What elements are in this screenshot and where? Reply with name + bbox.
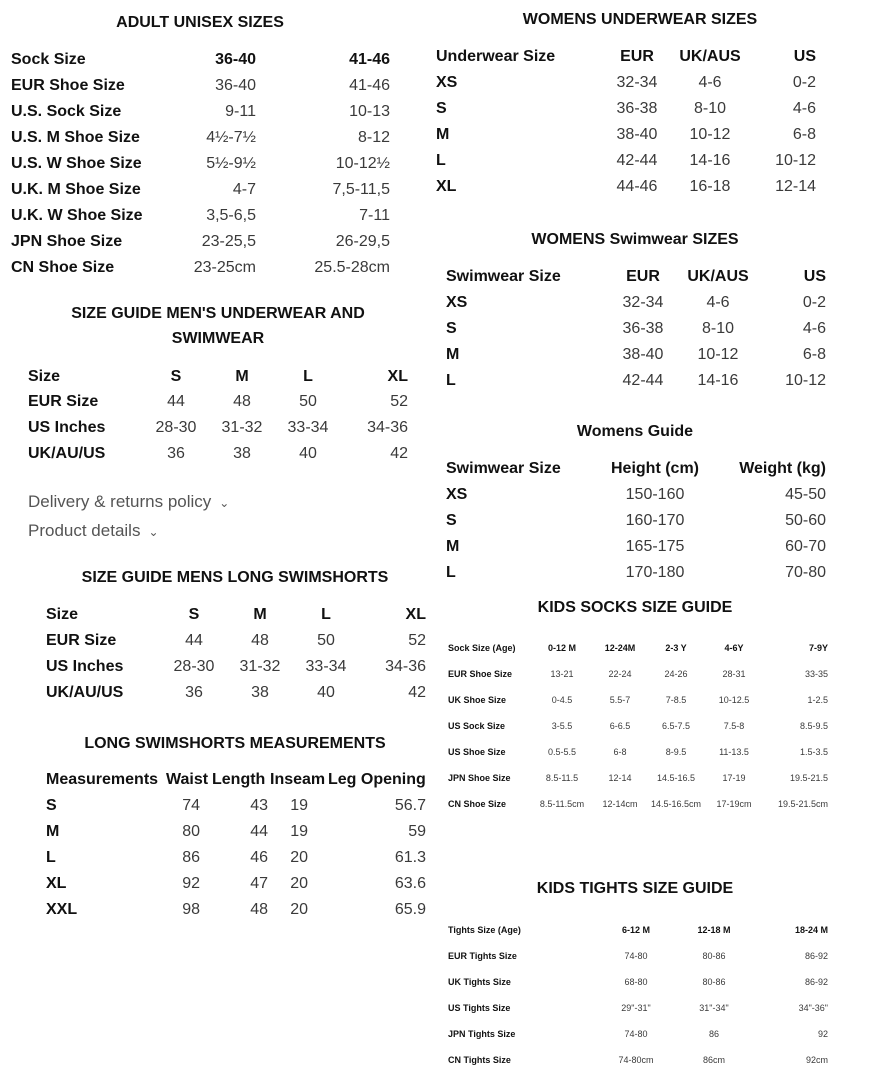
table-cell: 6-8 — [802, 346, 826, 363]
table-row — [430, 721, 896, 747]
row-label: S — [46, 797, 57, 814]
table-cell: 23-25cm — [193, 259, 256, 276]
row-label: UK/AU/US — [46, 684, 124, 701]
table-cell: 8.5-11.5cm — [539, 799, 585, 809]
table-row — [0, 901, 440, 927]
table-cell: 28-31 — [722, 669, 746, 679]
table-cell: 10-12 — [775, 152, 816, 169]
table-cell: 44 — [167, 393, 185, 410]
header-cell: 36-40 — [215, 51, 256, 68]
table-cell: 14-16 — [689, 152, 731, 169]
product-details-link[interactable] — [28, 521, 159, 541]
table-cell: 38 — [233, 445, 251, 462]
table-cell: 12-24M — [604, 643, 636, 653]
table-cell: 12-14 — [608, 773, 632, 783]
table-cell: 4-6Y — [724, 643, 744, 653]
table-cell: 150-160 — [625, 486, 685, 503]
table-cell: 25.5-28cm — [314, 259, 390, 276]
table-cell: 31-32 — [221, 419, 263, 436]
chevron-down-icon: ⌄ — [219, 496, 230, 510]
table-cell: 50 — [299, 393, 317, 410]
table-row — [0, 129, 410, 155]
table-cell: 44 — [185, 632, 203, 649]
table-cell: 10-12.5 — [718, 695, 750, 705]
table-row — [430, 486, 896, 512]
row-label: UK/AU/US — [28, 445, 106, 462]
header-cell: US — [793, 48, 816, 65]
table-cell: 4-6 — [706, 294, 730, 311]
table-row — [0, 823, 440, 849]
table-cell: 36-38 — [616, 100, 658, 117]
table-cell: 0-2 — [802, 294, 826, 311]
table-cell: 7-8.5 — [665, 695, 687, 705]
table-cell: 38 — [251, 684, 269, 701]
table-cell: 8-12 — [357, 129, 390, 146]
table-header — [430, 460, 896, 486]
table-cell: 6-6.5 — [609, 721, 631, 731]
mens-long-swimshorts-section — [0, 560, 440, 720]
table-cell: 31"-34" — [699, 1003, 729, 1013]
table-cell: 60-70 — [785, 538, 826, 555]
row-label: L — [436, 152, 446, 169]
table-cell: 86 — [708, 1029, 719, 1039]
table-cell: 7.5-8 — [723, 721, 745, 731]
table-cell: 8-9.5 — [665, 747, 687, 757]
row-label: U.S. Sock Size — [11, 103, 122, 120]
table-cell: 28-30 — [155, 419, 197, 436]
table-row — [0, 233, 410, 259]
row-label: U.S. M Shoe Size — [11, 129, 140, 146]
table-cell: 10-12 — [785, 372, 826, 389]
table-row — [0, 658, 440, 684]
table-row — [0, 419, 440, 445]
table-header — [0, 368, 440, 394]
row-label: EUR Shoe Size — [448, 669, 513, 679]
table-row — [430, 178, 896, 204]
table-cell: 12-14cm — [602, 799, 638, 809]
row-label: US Tights Size — [448, 1003, 511, 1013]
table-cell: 65.9 — [394, 901, 426, 918]
row-label: S — [436, 100, 447, 117]
header-cell: XL — [405, 606, 426, 623]
table-cell: 42 — [390, 445, 408, 462]
table-cell: 17-19 — [722, 773, 746, 783]
row-label: US Inches — [28, 419, 106, 436]
header-cell: S — [188, 606, 200, 623]
table-row — [0, 849, 440, 875]
table-cell: 19.5-21.5 — [789, 773, 828, 783]
table-cell: 170-180 — [625, 564, 685, 581]
mens-underwear-title-2: SWIMWEAR — [171, 330, 265, 347]
table-row — [0, 181, 410, 207]
row-label: EUR Size — [28, 393, 99, 410]
table-cell: 29"-31" — [621, 1003, 651, 1013]
table-cell: 7,5-11,5 — [332, 181, 390, 198]
table-cell: 32-34 — [616, 74, 658, 91]
table-row — [430, 773, 896, 799]
table-row — [430, 951, 896, 977]
table-header — [430, 643, 896, 669]
table-cell: 20 — [290, 875, 308, 892]
table-cell: 10-12 — [697, 346, 739, 363]
row-label: S — [446, 320, 457, 337]
table-cell: 50 — [317, 632, 335, 649]
table-cell: 2-3 Y — [665, 643, 687, 653]
table-cell: 10-12½ — [335, 155, 390, 172]
table-row — [0, 103, 410, 129]
table-cell: 4-6 — [802, 320, 826, 337]
table-row — [430, 152, 896, 178]
row-label: EUR Size — [46, 632, 117, 649]
table-cell: 19.5-21.5cm — [777, 799, 828, 809]
table-row — [0, 797, 440, 823]
header-cell: Height (cm) — [611, 460, 699, 477]
table-row — [430, 512, 896, 538]
row-label: L — [446, 564, 456, 581]
table-cell: 36-40 — [215, 77, 256, 94]
row-label: U.S. W Shoe Size — [11, 155, 142, 172]
table-cell: 74-80 — [624, 1029, 648, 1039]
table-row — [430, 1003, 896, 1029]
table-cell: 8-10 — [693, 100, 727, 117]
table-cell: 34-36 — [385, 658, 426, 675]
table-cell: 56.7 — [394, 797, 426, 814]
header-cell: Sock Size — [11, 51, 86, 68]
kids-socks-title: KIDS SOCKS SIZE GUIDE — [537, 599, 733, 616]
table-cell: 50-60 — [785, 512, 826, 529]
table-cell: 86-92 — [804, 977, 828, 987]
table-cell: 10-13 — [349, 103, 390, 120]
table-cell: 36 — [167, 445, 185, 462]
header-cell: Waist — [166, 771, 209, 788]
row-label: U.K. W Shoe Size — [11, 207, 143, 224]
table-cell: 48 — [250, 901, 268, 918]
table-cell: 19 — [290, 797, 308, 814]
table-cell: 18-24 M — [794, 925, 828, 935]
table-cell: 7-9Y — [808, 643, 828, 653]
table-cell: 33-34 — [305, 658, 347, 675]
table-row — [430, 564, 896, 590]
row-label: XS — [446, 486, 468, 503]
table-row — [430, 538, 896, 564]
row-label: UK Shoe Size — [448, 695, 507, 705]
row-label: JPN Shoe Size — [448, 773, 511, 783]
table-cell: 41-46 — [349, 77, 390, 94]
header-cell: M — [235, 368, 249, 385]
table-cell: 42 — [408, 684, 426, 701]
table-cell: 45-50 — [785, 486, 826, 503]
table-row — [430, 320, 896, 346]
row-label: CN Shoe Size — [448, 799, 507, 809]
table-row — [0, 875, 440, 901]
table-cell: 0-4.5 — [551, 695, 573, 705]
row-label: U.K. M Shoe Size — [11, 181, 141, 198]
header-cell: EUR — [620, 48, 654, 65]
table-cell: 4½-7½ — [206, 129, 256, 146]
table-cell: 44 — [250, 823, 268, 840]
table-cell: 3,5-6,5 — [206, 207, 256, 224]
table-cell: 22-24 — [608, 669, 632, 679]
table-cell: 11-13.5 — [719, 747, 749, 757]
header-cell: Weight (kg) — [739, 460, 826, 477]
row-label: CN Shoe Size — [11, 259, 115, 276]
table-cell: 10-12 — [689, 126, 731, 143]
table-row — [0, 207, 410, 233]
table-header — [0, 606, 440, 632]
womens-swimwear-title: WOMENS Swimwear SIZES — [531, 231, 739, 248]
table-cell: 7-11 — [359, 207, 390, 224]
table-cell: 80 — [182, 823, 200, 840]
table-row — [430, 747, 896, 773]
table-cell: 6.5-7.5 — [661, 721, 691, 731]
table-cell: 4-6 — [792, 100, 816, 117]
table-header — [430, 268, 896, 294]
table-row — [0, 684, 440, 710]
table-row — [430, 294, 896, 320]
table-cell: 38-40 — [622, 346, 664, 363]
mens-long-swimshorts-title: SIZE GUIDE MENS LONG SWIMSHORTS — [81, 569, 389, 586]
table-cell: 31-32 — [239, 658, 281, 675]
mens-underwear-title-1: SIZE GUIDE MEN'S UNDERWEAR AND — [71, 305, 365, 322]
table-cell: 1.5-3.5 — [799, 747, 828, 757]
table-row — [0, 77, 410, 103]
table-cell: 36-38 — [622, 320, 664, 337]
table-cell: 33-35 — [804, 669, 828, 679]
header-cell: UK/AUS — [687, 268, 749, 285]
table-cell: 92 — [182, 875, 200, 892]
row-label: Tights Size (Age) — [448, 925, 521, 935]
delivery-returns-link[interactable] — [28, 492, 229, 512]
table-cell: 61.3 — [394, 849, 426, 866]
table-cell: 92 — [817, 1029, 828, 1039]
kids-socks-section — [430, 590, 896, 830]
row-label: XL — [46, 875, 67, 892]
table-cell: 86-92 — [804, 951, 828, 961]
header-cell: M — [253, 606, 267, 623]
table-header — [0, 771, 440, 797]
table-cell: 46 — [250, 849, 268, 866]
row-label: XL — [436, 178, 457, 195]
table-cell: 74 — [182, 797, 200, 814]
header-cell: Swimwear Size — [446, 460, 561, 477]
table-row — [0, 445, 440, 471]
row-label: XXL — [46, 901, 78, 918]
header-cell: Leg Opening — [328, 771, 426, 788]
table-cell: 13-21 — [550, 669, 574, 679]
row-label: EUR Shoe Size — [11, 77, 125, 94]
table-cell: 80-86 — [702, 977, 726, 987]
header-cell: UK/AUS — [679, 48, 741, 65]
table-cell: 3-5.5 — [551, 721, 573, 731]
row-label: L — [446, 372, 456, 389]
womens-swimwear-section — [430, 220, 896, 400]
table-cell: 48 — [233, 393, 251, 410]
table-header — [430, 925, 896, 951]
row-label: M — [436, 126, 450, 143]
table-cell: 6-12 M — [621, 925, 650, 935]
table-row — [0, 155, 410, 181]
kids-tights-section — [430, 870, 896, 1082]
table-cell: 28-30 — [173, 658, 215, 675]
table-cell: 52 — [390, 393, 408, 410]
header-cell: Size — [28, 368, 61, 385]
table-cell: 44-46 — [616, 178, 658, 195]
table-cell: 5½-9½ — [206, 155, 256, 172]
table-row — [430, 977, 896, 1003]
table-header — [430, 48, 896, 74]
womens-underwear-section — [430, 0, 896, 210]
table-row — [0, 259, 410, 285]
table-cell: 0.5-5.5 — [547, 747, 577, 757]
womens-guide-title: Womens Guide — [576, 423, 694, 440]
row-label: M — [46, 823, 60, 840]
table-cell: 52 — [408, 632, 426, 649]
table-cell: 40 — [299, 445, 317, 462]
table-cell: 160-170 — [625, 512, 685, 529]
table-row — [430, 372, 896, 398]
table-cell: 98 — [182, 901, 200, 918]
table-cell: 17-19cm — [716, 799, 752, 809]
table-cell: 6-8 — [792, 126, 816, 143]
table-cell: 4-7 — [232, 181, 256, 198]
header-cell: L — [303, 368, 313, 385]
table-cell: 48 — [251, 632, 269, 649]
header-cell: Inseam — [270, 771, 326, 788]
table-cell: 38-40 — [616, 126, 658, 143]
table-cell: 8.5-11.5 — [545, 773, 579, 783]
table-cell: 0-2 — [792, 74, 816, 91]
table-header — [0, 51, 410, 77]
womens-underwear-title: WOMENS UNDERWEAR SIZES — [522, 11, 758, 28]
header-cell: S — [170, 368, 182, 385]
table-row — [430, 695, 896, 721]
womens-guide-section — [430, 412, 896, 592]
table-row — [430, 1055, 896, 1081]
long-swimshorts-measurements-section — [0, 725, 440, 935]
row-label: US Inches — [46, 658, 124, 675]
table-cell: 34"-36" — [798, 1003, 828, 1013]
row-label: M — [446, 346, 460, 363]
header-cell: Length — [212, 771, 266, 788]
table-cell: 8-10 — [701, 320, 735, 337]
header-cell: Swimwear Size — [446, 268, 561, 285]
table-cell: 63.6 — [394, 875, 426, 892]
table-cell: 16-18 — [689, 178, 731, 195]
table-cell: 32-34 — [622, 294, 664, 311]
table-cell: 59 — [408, 823, 426, 840]
table-row — [430, 669, 896, 695]
chevron-down-icon: ⌄ — [148, 525, 159, 539]
row-label: JPN Tights Size — [448, 1029, 516, 1039]
table-cell: 12-14 — [775, 178, 816, 195]
row-label: M — [446, 538, 460, 555]
table-cell: 42-44 — [622, 372, 664, 389]
header-cell: US — [803, 268, 826, 285]
table-cell: 23-25,5 — [201, 233, 256, 250]
product-details-label: Product details — [28, 521, 141, 540]
measurements-title: LONG SWIMSHORTS MEASUREMENTS — [84, 735, 386, 752]
header-cell: Measurements — [46, 771, 159, 788]
row-label: JPN Shoe Size — [11, 233, 123, 250]
table-cell: 36 — [185, 684, 203, 701]
table-cell: 47 — [250, 875, 268, 892]
table-cell: 80-86 — [702, 951, 726, 961]
row-label: S — [446, 512, 457, 529]
delivery-returns-label: Delivery & returns policy — [28, 492, 212, 511]
row-label: US Shoe Size — [448, 747, 506, 757]
row-label: XS — [446, 294, 468, 311]
row-label: CN Tights Size — [448, 1055, 511, 1065]
table-cell: 34-36 — [367, 419, 408, 436]
table-cell: 40 — [317, 684, 335, 701]
adult-unisex-section — [0, 0, 410, 290]
table-cell: 43 — [250, 797, 268, 814]
table-cell: 6-8 — [613, 747, 627, 757]
table-cell: 1-2.5 — [807, 695, 828, 705]
table-cell: 19 — [290, 823, 308, 840]
table-row — [430, 100, 896, 126]
table-cell: 70-80 — [785, 564, 826, 581]
table-cell: 12-18 M — [697, 925, 731, 935]
header-cell: L — [321, 606, 331, 623]
header-cell: 41-46 — [349, 51, 390, 68]
table-cell: 24-26 — [664, 669, 688, 679]
table-cell: 9-11 — [225, 103, 256, 120]
table-cell: 26-29,5 — [335, 233, 390, 250]
table-cell: 86 — [182, 849, 200, 866]
row-label: US Sock Size — [448, 721, 506, 731]
table-row — [430, 346, 896, 372]
header-cell: Underwear Size — [436, 48, 556, 65]
table-cell: 86cm — [702, 1055, 725, 1065]
table-cell: 20 — [290, 901, 308, 918]
table-cell: 42-44 — [616, 152, 658, 169]
table-row — [0, 632, 440, 658]
table-cell: 14.5-16.5cm — [650, 799, 702, 809]
adult-unisex-title: ADULT UNISEX SIZES — [116, 14, 284, 31]
table-cell: 74-80 — [624, 951, 648, 961]
table-cell: 8.5-9.5 — [799, 721, 828, 731]
table-cell: 14.5-16.5 — [656, 773, 696, 783]
row-label: UK Tights Size — [448, 977, 511, 987]
table-row — [0, 393, 440, 419]
mens-underwear-section — [0, 300, 440, 470]
table-cell: 20 — [290, 849, 308, 866]
row-label: Sock Size (Age) — [448, 643, 516, 653]
header-cell: EUR — [626, 268, 660, 285]
kids-tights-title: KIDS TIGHTS SIZE GUIDE — [536, 880, 734, 897]
table-cell: 165-175 — [625, 538, 685, 555]
table-row — [430, 1029, 896, 1055]
table-row — [430, 74, 896, 100]
table-cell: 74-80cm — [618, 1055, 654, 1065]
table-cell: 14-16 — [697, 372, 739, 389]
table-cell: 0-12 M — [547, 643, 576, 653]
table-row — [430, 799, 896, 825]
header-cell: Size — [46, 606, 79, 623]
row-label: L — [46, 849, 56, 866]
table-cell: 92cm — [805, 1055, 828, 1065]
table-cell: 68-80 — [624, 977, 648, 987]
table-row — [430, 126, 896, 152]
table-cell: 5.5-7 — [609, 695, 631, 705]
table-cell: 4-6 — [698, 74, 722, 91]
table-cell: 33-34 — [287, 419, 329, 436]
header-cell: XL — [387, 368, 408, 385]
row-label: XS — [436, 74, 458, 91]
row-label: EUR Tights Size — [448, 951, 517, 961]
